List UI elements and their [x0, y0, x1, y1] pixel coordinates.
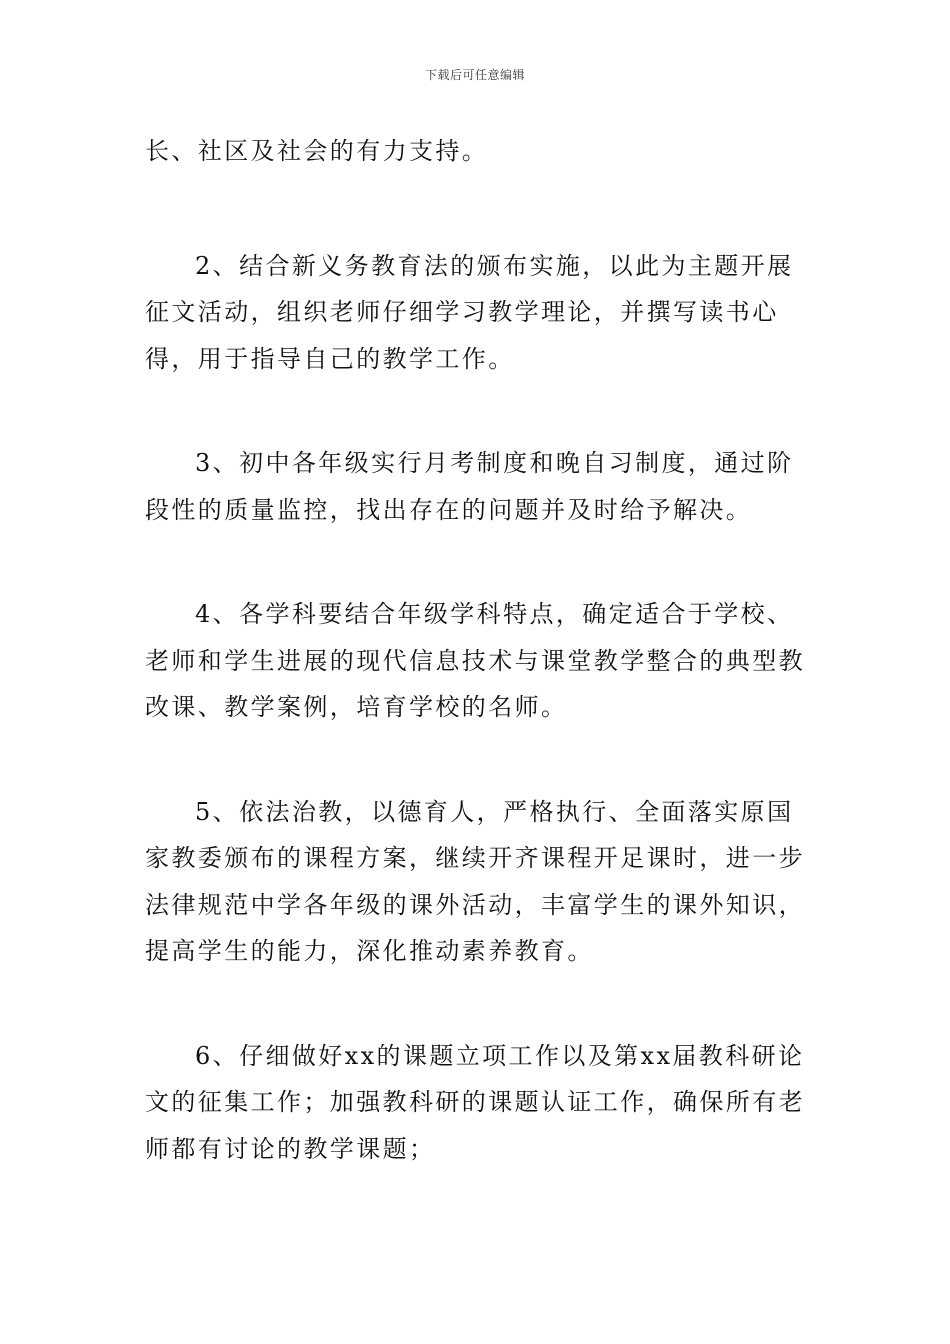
document-body: [145, 128, 807, 1230]
paragraph-item-5: 5、依法治教，以德育人，严格执行、全面落实原国家教委颁布的课程方案，继续开齐课程开足课时，进一步法律规范中学各年级的课外活动，丰富学生的课外知识，提高学生的能力，深化推动素养教育。: [145, 797, 805, 965]
page-header: 下载后可任意编辑: [424, 68, 525, 82]
paragraph-item-6: 6、仔细做好xx的课题立项工作以及第xx届教科研论文的征集工作；加强教科研的课题认证工作，确保所有老师都有讨论的教学课题；: [145, 1041, 805, 1163]
paragraph-item-4: 4、各学科要结合年级学科特点，确定适合于学校、老师和学生进展的现代信息技术与课堂教学整合的典型教改课、教学案例，培育学校的名师。: [145, 600, 805, 721]
paragraph-item-3: 3、初中各年级实行月考制度和晚自习制度，通过阶段性的质量监控，找出存在的问题并及时给予解决。: [145, 449, 794, 524]
paragraph-item-2: 2、结合新义务教育法的颁布实施，以此为主题开展征文活动，组织老师仔细学习教学理论，并撰写读书心得，用于指导自己的教学工作。: [145, 251, 794, 373]
paragraph-continuation: 长、社区及社会的有力支持。: [145, 137, 489, 165]
